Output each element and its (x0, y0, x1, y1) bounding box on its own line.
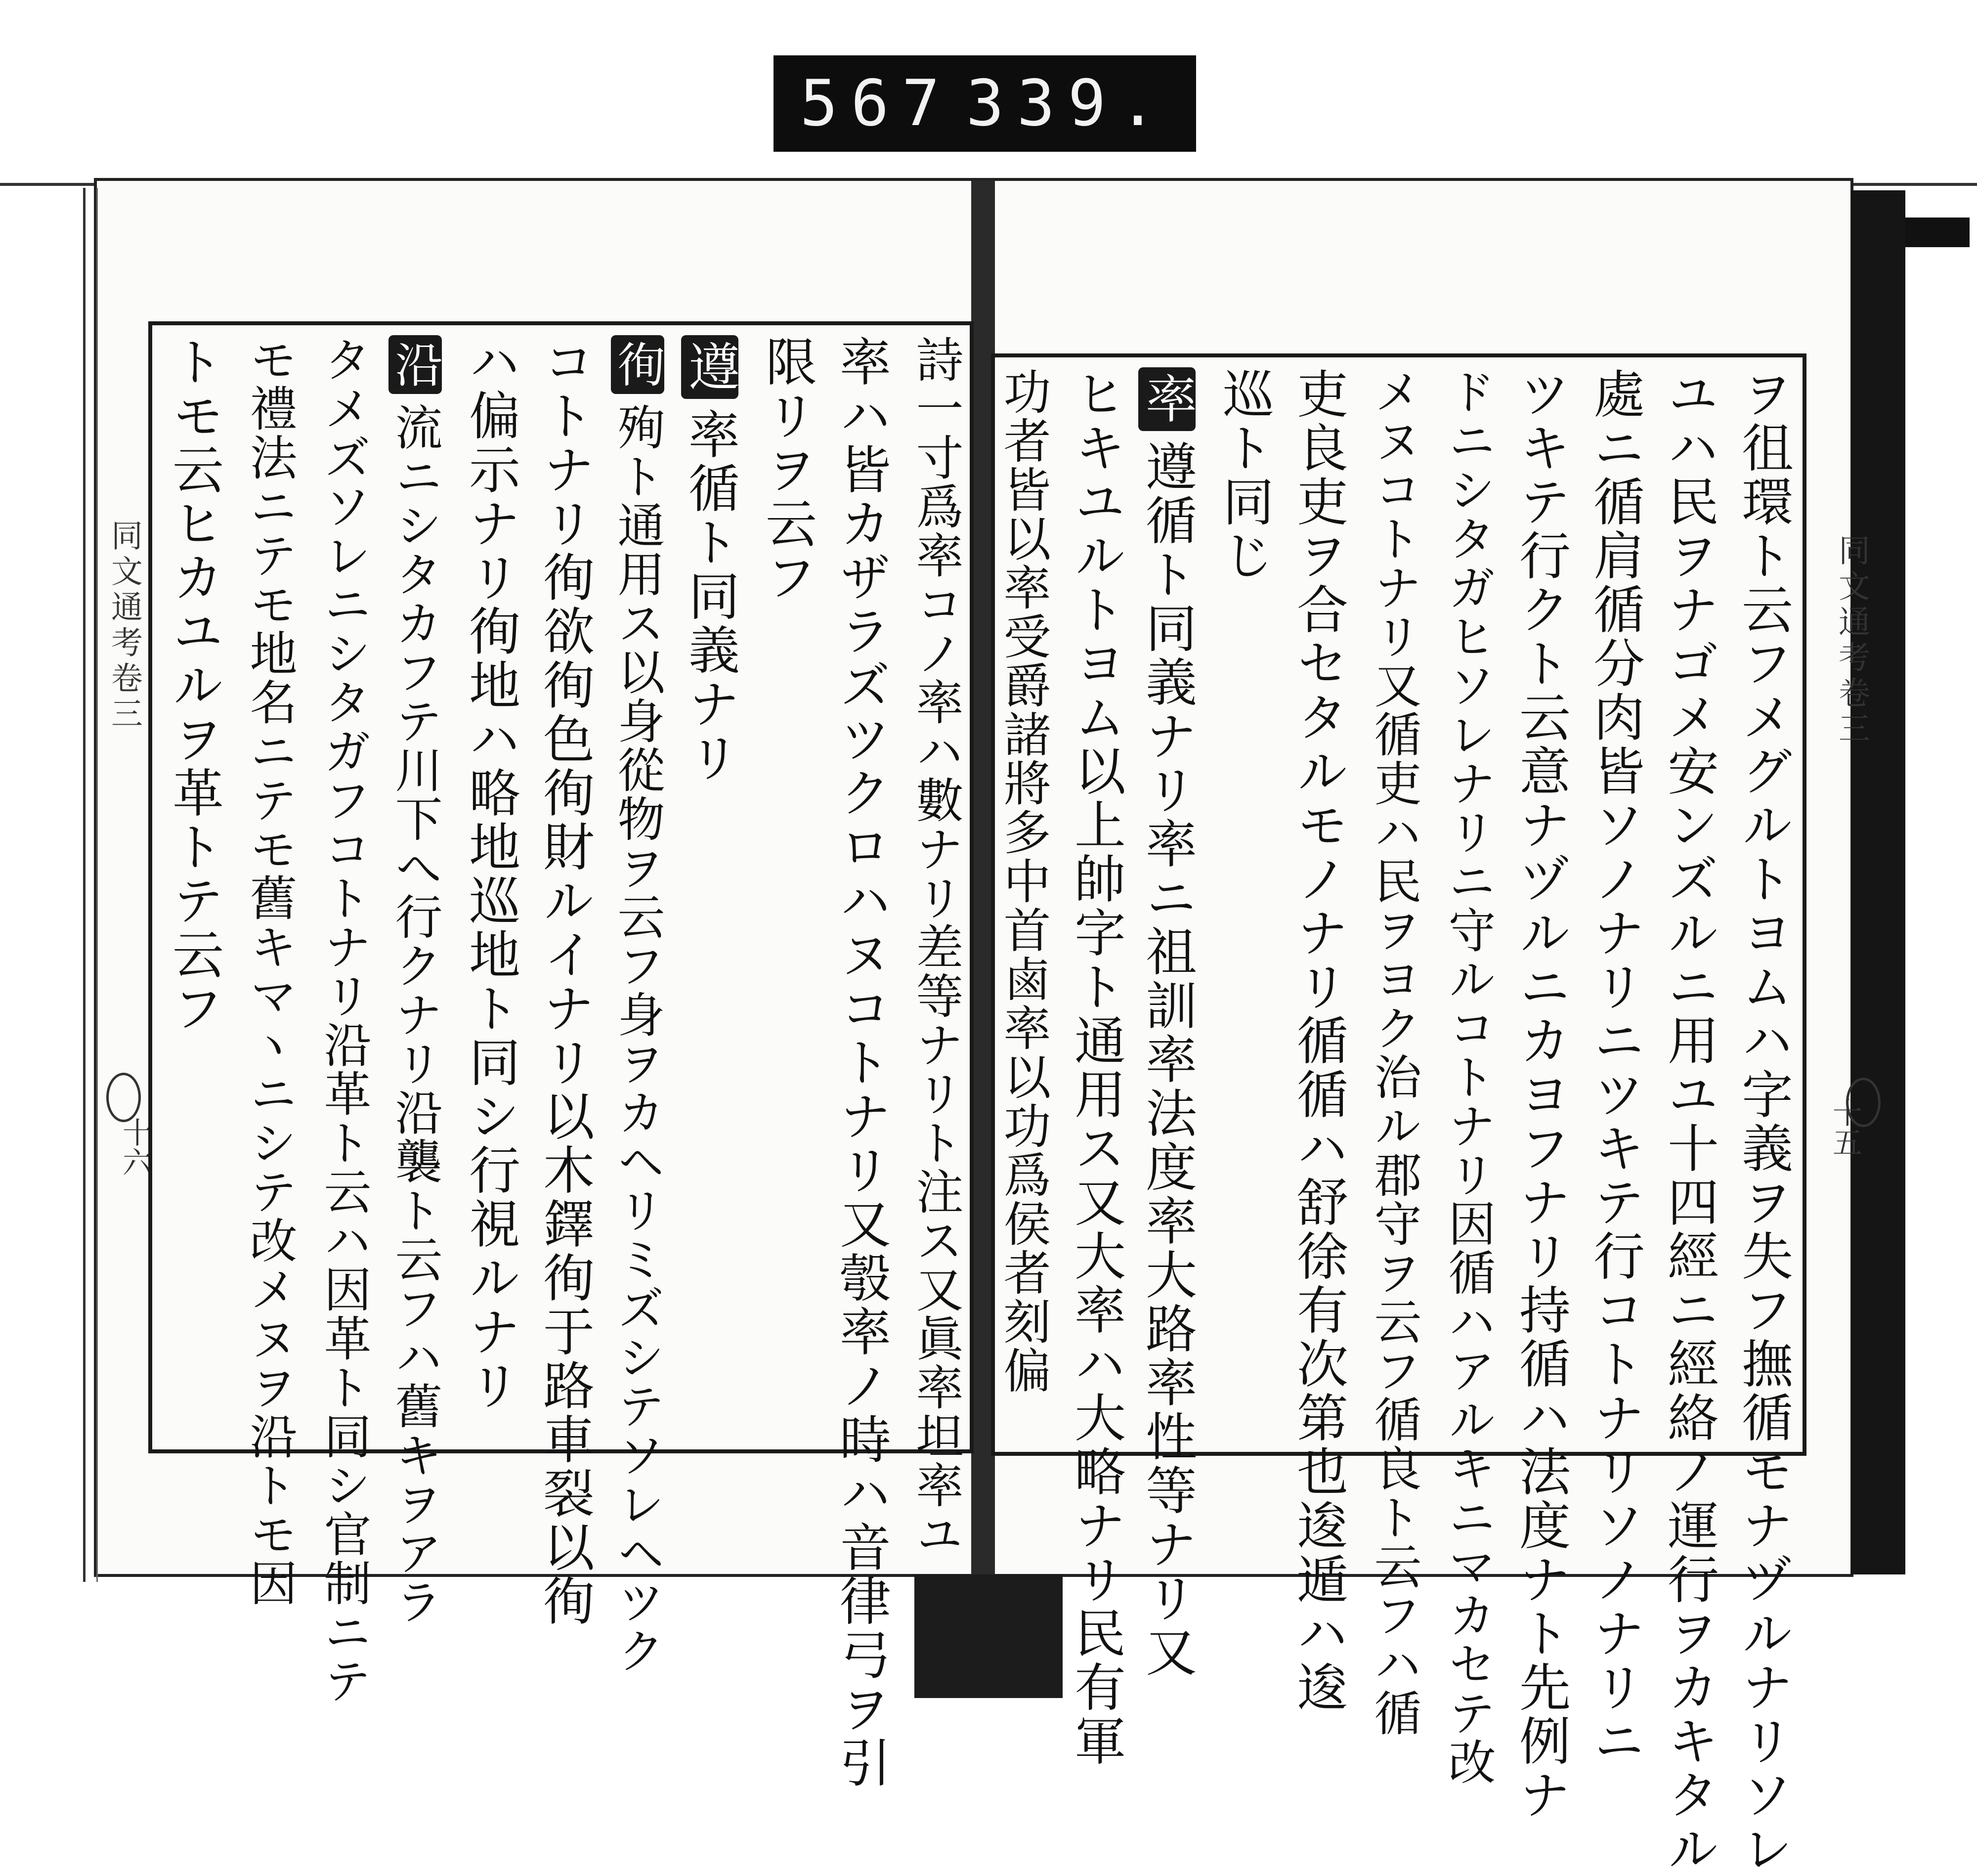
left-fish-tail-mark (106, 1073, 141, 1122)
text-column: メヌコトナリ又循吏ハ民ヲヨク治ル郡守ヲ云フ循良ト云フハ循 (1367, 367, 1422, 1738)
text-column: ヲ徂環ト云フメグルトヨムハ字義ヲ失フ撫循モナヅルナリソレ (1733, 367, 1793, 1876)
text-column: 詩一寸爲率コノ率ハ數ナリ差等ナリト注ス又眞率坦率ユ (908, 335, 964, 1559)
text-column: トモ云ヒカユルヲ革トテ云フ (164, 335, 224, 1036)
entry-heading: 沿 (388, 335, 442, 394)
text-column: モ禮法ニテモ地名ニテモ舊キマヽニシテ改メヌヲ沿トモ因 (242, 335, 298, 1608)
text-column: ツキテ行クト云意ナヅルニカヨフナリ持循ハ法度ナト先例ナ (1510, 367, 1571, 1822)
left-margin-title: 同文通考卷三 (106, 519, 142, 733)
right-margin-title: 同文通考卷三 (1833, 534, 1870, 747)
entry-column (388, 335, 442, 1626)
entry-column (1138, 367, 1196, 1679)
left-page-number: 十六 (118, 1117, 152, 1177)
right-book-edge (1851, 190, 1905, 1574)
call-number-left: 567 (800, 67, 953, 140)
text-column: 限リヲ云フ (757, 335, 817, 605)
entry-text: 流ニシタカフテ川下へ行クナリ沿襲ト云フハ舊キヲアラ (387, 403, 443, 1626)
entry-heading: 遵 (681, 335, 738, 399)
text-column: 處ニ循肩循分肉皆ソノナリニツキテ行コトナリソノナリニ (1585, 367, 1645, 1768)
text-column: ハ偏示ナリ徇地ハ略地巡地ト同シ行視ルナリ (460, 335, 520, 1413)
right-page-number: 十五 (1828, 1097, 1862, 1157)
text-column: ユハ民ヲナゴメ安ンズルニ用ユ十四經ニ經絡ノ運行ヲカキタル (1659, 367, 1719, 1876)
text-column: 率ハ皆カザラズツクロハヌコトナリ又彀率ノ時ハ音律弓ヲ引 (831, 335, 891, 1790)
call-number-label (774, 55, 1196, 152)
text-column: 功者皆以率受爵諸將多中首鹵率以功爲侯者刻偏 (996, 367, 1051, 1395)
entry-heading: 徇 (611, 335, 664, 394)
text-column: 巡ト同じ (1214, 367, 1274, 583)
text-column: ヒキユルトヨム以上帥字ト通用ス又大率ハ大略ナリ民有軍 (1066, 367, 1126, 1768)
call-number-right: 339. (966, 67, 1170, 140)
text-column: タメズソレニシタガフコトナリ沿革ト云ハ因革ト同シ官制ニテ (316, 335, 372, 1705)
entry-text: 率循ト同義ナリ (680, 408, 740, 785)
left-book-edge (83, 188, 98, 1582)
right-edge-tab (1905, 218, 1970, 247)
entry-text: 遵循ト同義ナリ率ニ祖訓率法度率大路率性等ナリ又 (1137, 440, 1197, 1679)
left-text-frame (148, 321, 974, 1790)
spine-shadow (914, 1574, 1063, 1698)
right-text-frame (991, 353, 1806, 1876)
entry-column (611, 335, 664, 1675)
entry-text: 殉ト通用ス以身從物ヲ云フ身ヲカヘリミズシテソレヘツク (610, 403, 665, 1675)
text-column: 吏良吏ヲ合セタルモノナリ循循ハ舒徐有次第也逡遁ハ逡 (1288, 367, 1348, 1714)
text-column: コトナリ徇欲徇色徇財ルイナリ以木鐸徇于路車裂以徇 (534, 335, 595, 1628)
entry-heading: 率 (1138, 367, 1196, 431)
entry-column (681, 335, 738, 785)
text-column: ドニシタガヒソレナリニ守ルコトナリ因循ハアルキニマカセテ改 (1441, 367, 1496, 1787)
